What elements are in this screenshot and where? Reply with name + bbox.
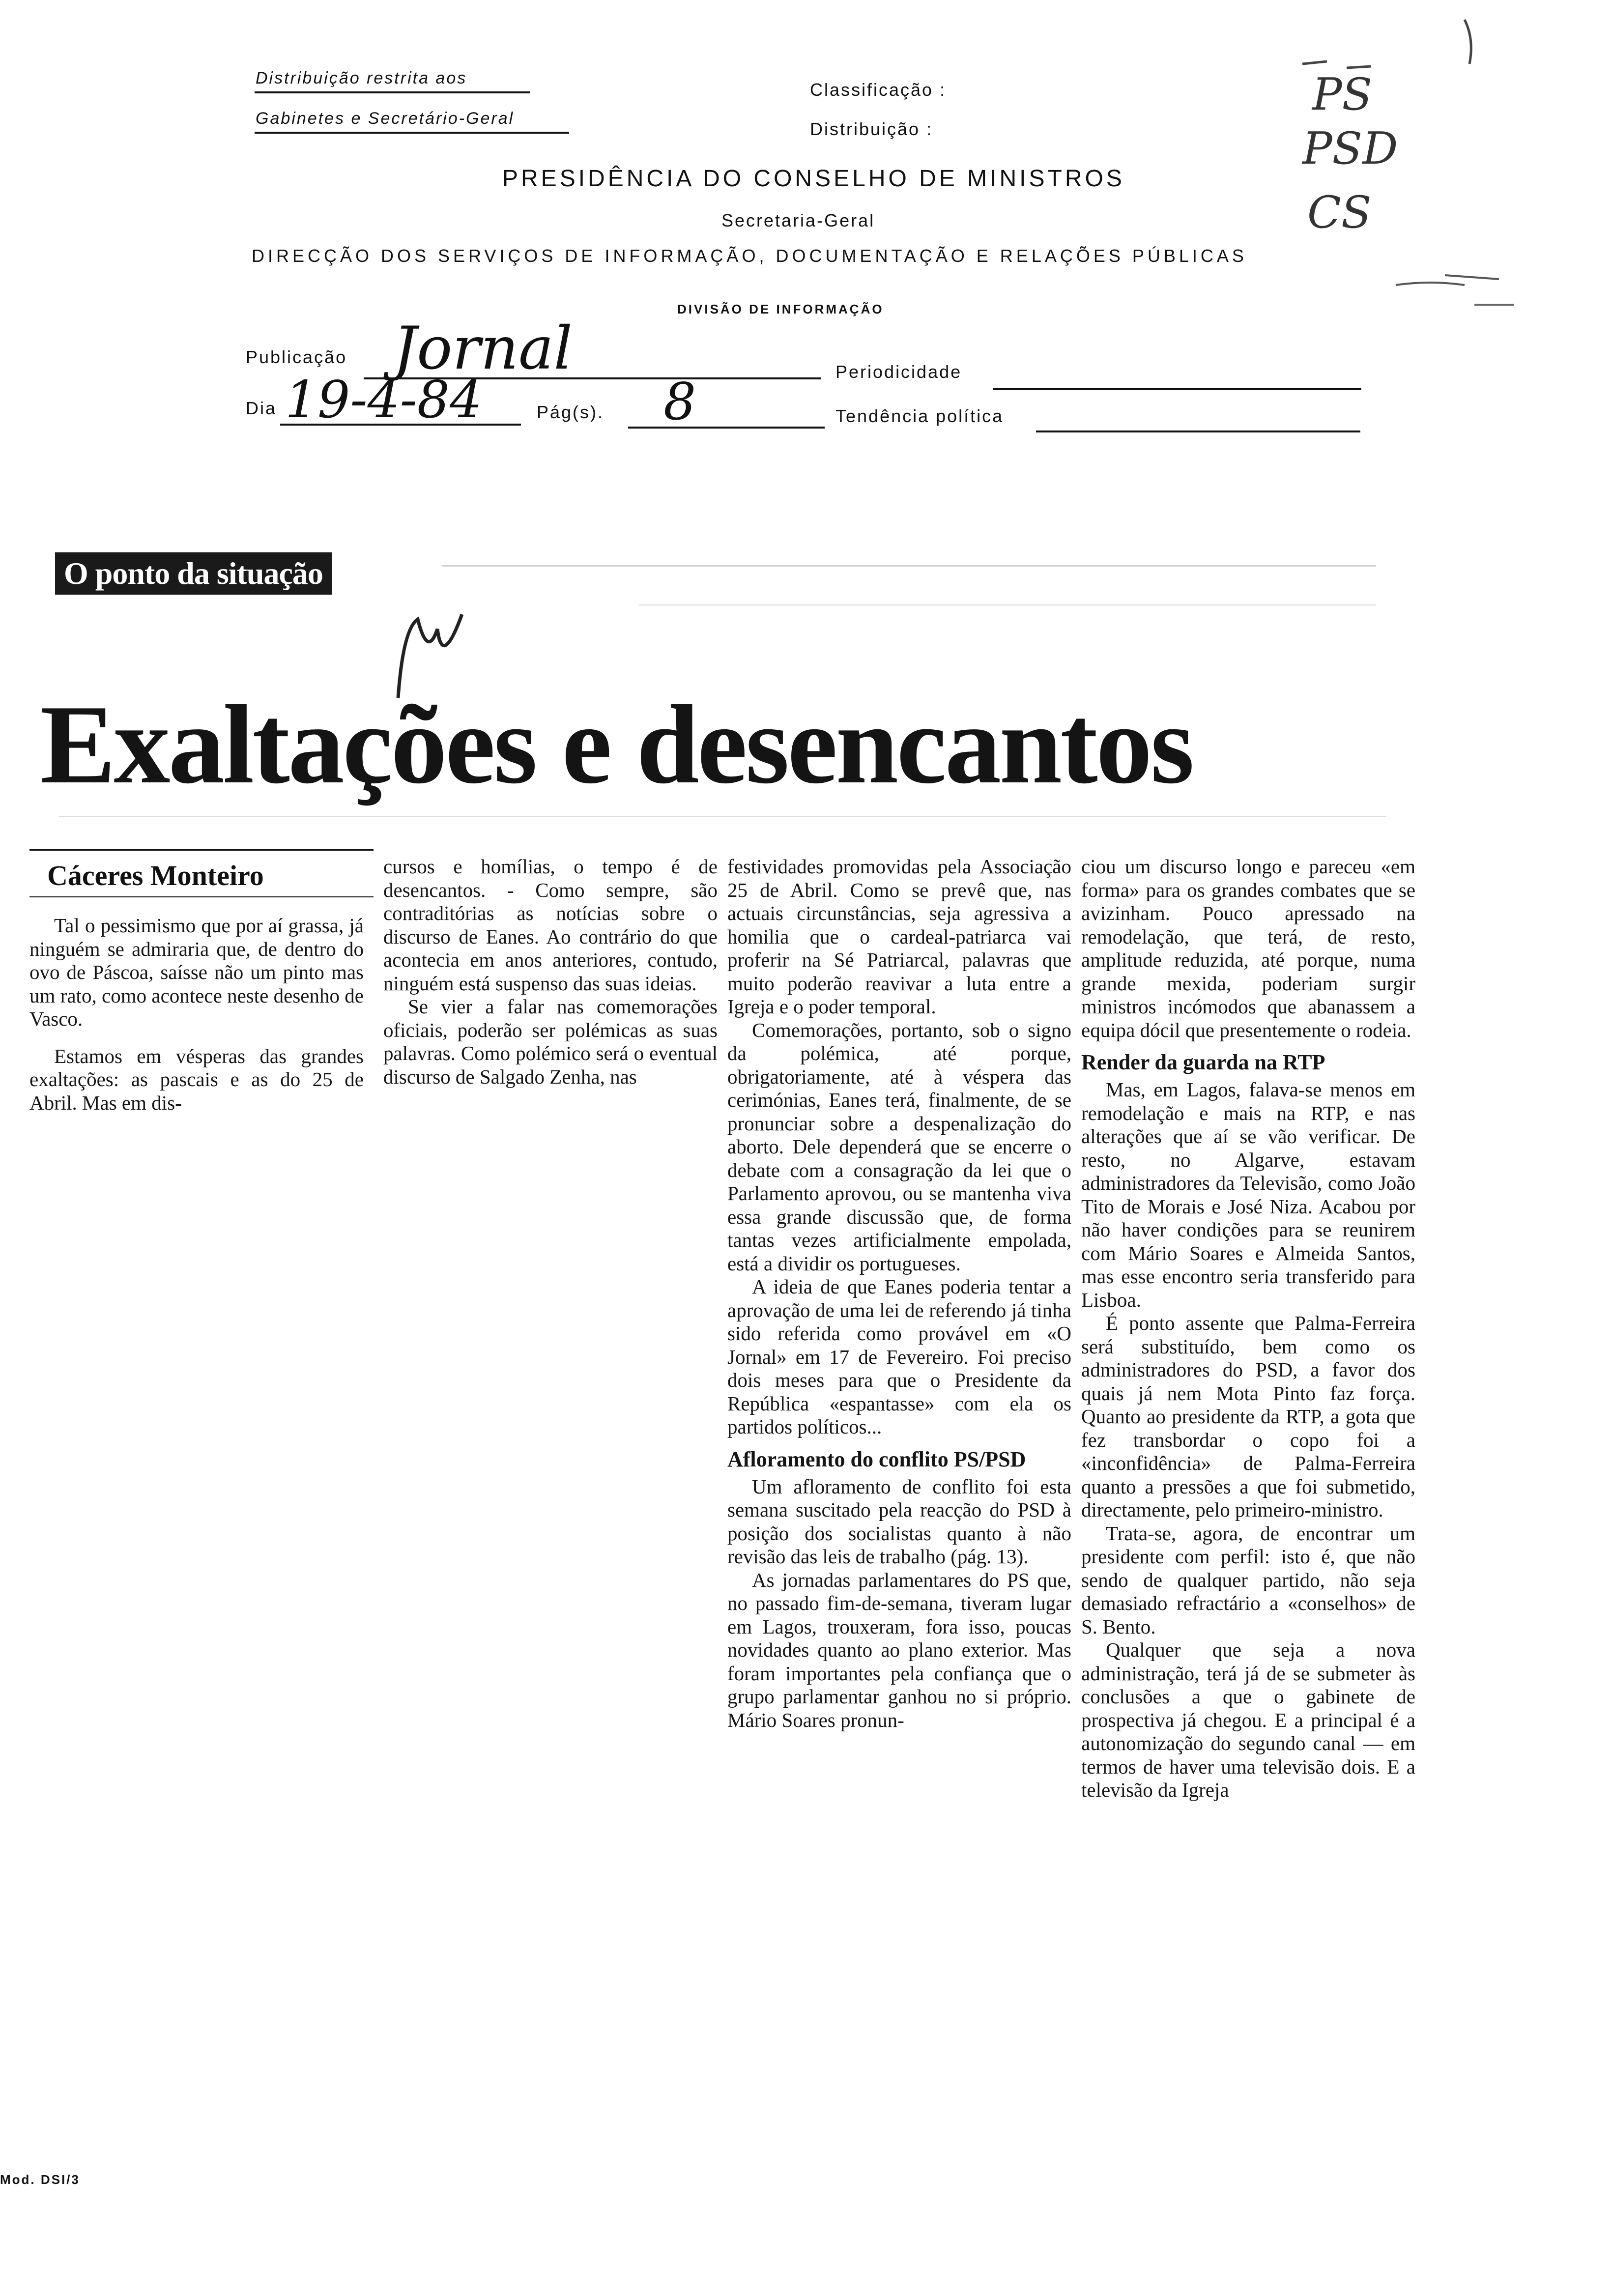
distribution-underline-2 [255,132,569,134]
form-code: Mod. DSI/3 [0,2172,80,2187]
paragraph: cursos e homílias, o tempo é de desencantos. - Como sempre, são contraditórias as notícias sobre o discurso de Eanes. Ao contrário do que acontecia em anos anteriores, contudo, ninguém está suspenso das suas ideias. [383,855,718,995]
article-byline: Cáceres Monteiro [47,860,264,891]
distribution-restriction-line2: Gabinetes e Secretário-Geral [256,109,515,128]
subheading-rtp: Render da guarda na RTP [1081,1050,1325,1074]
distribution-restriction-line1: Distribuição restrita aos [256,69,467,87]
distribution-label: Distribuição : [810,119,933,139]
tendency-line [1036,430,1360,432]
division-label: DIVISÃO DE INFORMAÇÃO [677,302,884,316]
byline-rule-top [29,849,374,851]
article-column-2 [383,855,718,1089]
margin-note-psd: PSD [1302,123,1398,174]
paragraph: Estamos em vésperas das grandes exaltações: as pascais e as do 25 de Abril. Mas em dis- [29,1044,364,1114]
article-column-3 [727,855,1071,1732]
article-column-1 [29,914,364,1115]
subheading-ps-psd: Afloramento do conflito PS/PSD [727,1447,1026,1471]
paragraph: Comemorações, portanto, sob o signo da polémica, até porque, obrigatoriamente, até à véspera das cerimónias, Eanes terá, finalmente, de se pronunciar sobre a despenalização do aborto. Dele dependerá que se encerre o debate com a consagração da lei que o Parlamento aprovou, ou se mantenha viva essa grande discussão que, de forma tantas vezes artificialmente empolada, está a dividir os portugueses. [727,1018,1071,1275]
distribution-underline-1 [255,91,530,93]
paragraph: A ideia de que Eanes poderia tentar a aprovação de uma lei de referendo já tinha sido referida como provável em «O Jornal» em 17 de Fevereiro. Foi preciso dois meses para que o Presidente da República «espantasse» com ela os partidos políticos... [727,1275,1071,1438]
byline-rule-bottom [29,896,374,897]
paragraph: As jornadas parlamentares do PS que, no passado fim-de-semana, tiveram lugar em Lagos, trouxeram, fora isso, poucas novidades quanto ao plano exterior. Mas foram importantes pela confiança que o grupo parlamentar ganhou no si próprio. Mário Soares pronun- [727,1568,1071,1731]
scan-noise [59,816,1386,817]
paragraph: Tal o pessimismo que por aí grassa, já ninguém se admiraria que, de dentro do ovo de Páscoa, saísse não um pinto mas um rato, como acontece neste desenho de Vasco. [29,914,364,1030]
margin-note-cs: CS [1307,187,1372,238]
pages-line [628,427,825,429]
publication-handwritten-value: Jornal [393,315,573,383]
paragraph: Trata-se, agora, de encontrar um presidente com perfil: isto é, que não sendo de qualquer partido, não seja demasiado refractário a «conselhos» de S. Bento. [1081,1521,1415,1638]
scan-noise [639,604,1376,605]
paragraph: festividades promovidas pela Associação 25 de Abril. Como se prevê que, nas actuais circunstâncias, seja agressiva a homilia que o cardeal-patriarca vai proferir na Sé Patriarcal, palavras que muito poderão reavivar a luta entre a Igreja e o poder temporal. [727,855,1071,1018]
day-label: Dia [246,398,277,418]
classification-label: Classificação : [810,80,947,100]
tendency-label: Tendência política [835,406,1004,426]
periodicity-label: Periodicidade [835,362,962,382]
paragraph: Mas, em Lagos, falava-se menos em remodelação e mais na RTP, e nas alterações que aí se vão verificar. De resto, no Algarve, estavam administradores da Televisão, como João Tito de Morais e José Niza. Acabou por não haver condições para se reunirem com Mário Soares e Almeida Santos, mas esse encontro seria transferido para Lisboa. [1081,1078,1415,1311]
secretariat-label: Secretaria-Geral [721,210,875,230]
pages-label: Pág(s). [537,402,604,422]
periodicity-line [993,388,1361,390]
presidency-title: PRESIDÊNCIA DO CONSELHO DE MINISTROS [502,166,1125,192]
article-column-4 [1081,855,1415,1802]
day-handwritten-value: 19-4-84 [285,370,483,430]
scan-noise [442,565,1376,567]
margin-scribble-icon [1268,10,1524,315]
article-headline: Exaltações e desencantos [40,682,1193,807]
paragraph: É ponto assente que Palma-Ferreira será substituído, bem como os administradores do PSD, a favor dos quais já nem Mota Pinto faz força. Quanto ao presidente da RTP, a gota que fez transbordar o copo foi a «inconfidência» de Palma-Ferreira quanto a pressões a que foi submetido, directamente, pelo primeiro-ministro. [1081,1312,1415,1521]
section-kicker: O ponto da situação [55,552,332,595]
publication-label: Publicação [246,347,347,367]
paragraph: Se vier a falar nas comemorações oficiais, poderão ser polémicas as suas palavras. Como polémico será o eventual discurso de Salgado Zenha, nas [383,995,718,1088]
paragraph: Um afloramento de conflito foi esta semana suscitado pela reacção do PSD à posição dos socialistas quanto à não revisão das leis de trabalho (pág. 13). [727,1475,1071,1568]
pages-handwritten-value: 8 [663,372,696,431]
margin-note-ps: PS [1312,69,1373,120]
paragraph: Qualquer que seja a nova administração, terá já de se submeter às conclusões a que o gabinete de prospectiva já chegou. E a principal é a autonomização do segundo canal — em termos de haver uma televisão dois. E a televisão da Igreja [1081,1638,1415,1801]
directorate-title: DIRECÇÃO DOS SERVIÇOS DE INFORMAÇÃO, DOCUMENTAÇÃO E RELAÇÕES PÚBLICAS [252,246,1247,266]
paragraph: ciou um discurso longo e pareceu «em forma» para os grandes combates que se avizinham. Pouco apressado na remodelação, que terá, de resto, amplitude reduzida, até porque, numa grande mexida, poderiam surgir ministros incómodos que abanassem a equipa dócil que presentemente o rodeia. [1081,855,1415,1041]
